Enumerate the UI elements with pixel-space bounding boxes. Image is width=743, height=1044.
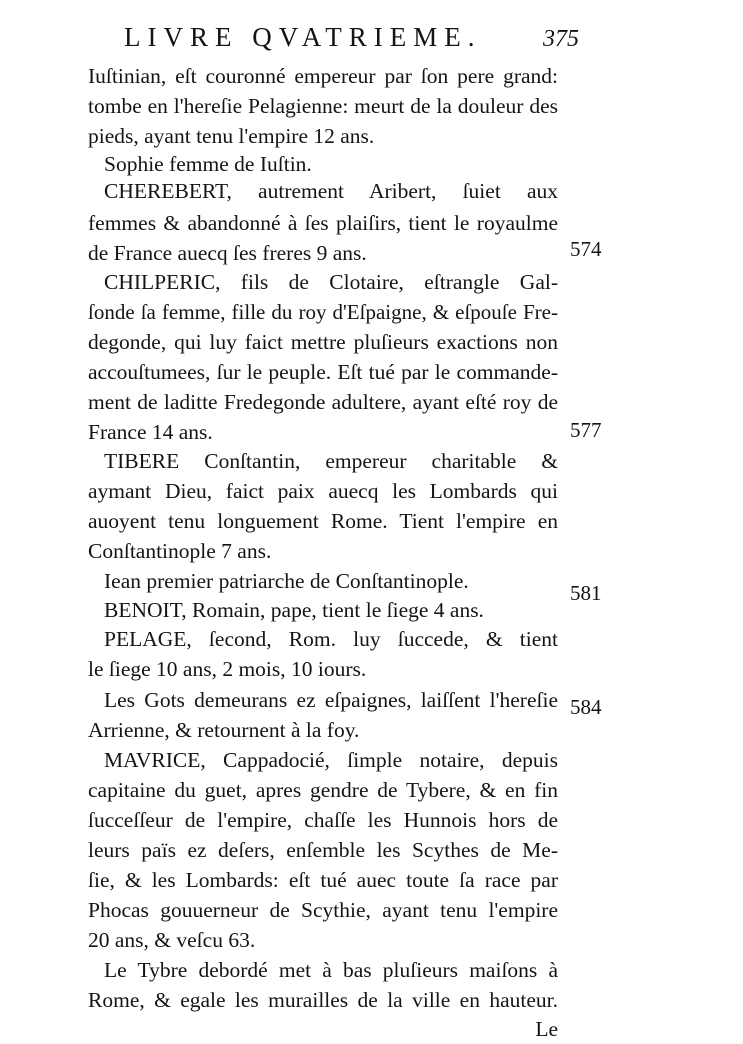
- text-line: Arrienne, & retournent à la foy.: [88, 718, 360, 742]
- text-line: accouſtumees, ſur le peuple. Eſt tué par le commande-: [88, 360, 558, 384]
- text-line: Les Gots demeurans ez eſpaignes, laiſſent l'hereſie: [104, 688, 558, 712]
- text-line: Iuſtinian, eſt couronné empereur par ſon pere grand:: [88, 64, 558, 88]
- text-line: ſonde ſa femme, fille du roy d'Eſpaigne, & eſpouſe Fre-: [88, 300, 558, 324]
- text-line: Phocas gouuerneur de Scythie, ayant tenu l'empire: [88, 898, 558, 922]
- text-line: MAVRICE, Cappadocié, ſimple notaire, depuis: [104, 748, 558, 772]
- text-line: tombe en l'hereſie Pelagienne: meurt de la douleur des: [88, 94, 558, 118]
- text-line: de France auecq ſes freres 9 ans.: [88, 241, 367, 265]
- running-head: LIVRE QVATRIEME.: [124, 22, 482, 52]
- text-line: auoyent tenu longuement Rome. Tient l'empire en: [88, 509, 558, 533]
- text-line: TIBERE Conſtantin, empereur charitable &: [104, 449, 558, 473]
- text-line: ſucceſſeur de l'empire, chaſſe les Hunnois hors de: [88, 808, 558, 832]
- text-line: Iean premier patriarche de Conſtantinople.: [104, 569, 469, 593]
- text-line: ment de laditte Fredegonde adultere, ayant eſté roy de: [88, 390, 558, 414]
- text-line: pieds, ayant tenu l'empire 12 ans.: [88, 124, 375, 148]
- text-line: degonde, qui luy faict mettre pluſieurs exactions non: [88, 330, 558, 354]
- page-header: [88, 20, 579, 56]
- page-number: 375: [543, 26, 579, 52]
- text-line: PELAGE, ſecond, Rom. luy ſuccede, & tient: [104, 627, 558, 651]
- text-line: Sophie femme de Iuſtin.: [104, 152, 312, 176]
- text-line: le ſiege 10 ans, 2 mois, 10 iours.: [88, 657, 367, 681]
- text-line: CHEREBERT, autrement Aribert, ſuiet aux: [104, 179, 558, 203]
- text-line: capitaine du guet, apres gendre de Tybere, & en fin: [88, 778, 558, 802]
- margin-year: 581: [570, 581, 602, 605]
- text-line: Le Tybre debordé met à bas pluſieurs maiſons à: [104, 958, 558, 982]
- margin-year: 574: [570, 237, 602, 261]
- text-line: BENOIT, Romain, pape, tient le ſiege 4 ans.: [104, 598, 484, 622]
- text-line: Conſtantinople 7 ans.: [88, 539, 272, 563]
- margin-year: 584: [570, 695, 602, 719]
- margin-year: 577: [570, 418, 602, 442]
- text-line: 20 ans, & veſcu 63.: [88, 928, 256, 952]
- text-line: Rome, & egale les murailles de la ville en hauteur.: [88, 988, 558, 1012]
- text-line: France 14 ans.: [88, 420, 213, 444]
- catchword: Le: [535, 1017, 558, 1041]
- text-line: ſie, & les Lombards: eſt tué auec toute ſa race par: [88, 868, 558, 892]
- text-line: femmes & abandonné à ſes plaiſirs, tient le royaulme: [88, 211, 558, 235]
- text-line: leurs païs ez deſers, enſemble les Scythes de Me-: [88, 838, 558, 862]
- text-line: aymant Dieu, faict paix auecq les Lombards qui: [88, 479, 558, 503]
- text-line: CHILPERIC, fils de Clotaire, eſtrangle Gal-: [104, 270, 558, 294]
